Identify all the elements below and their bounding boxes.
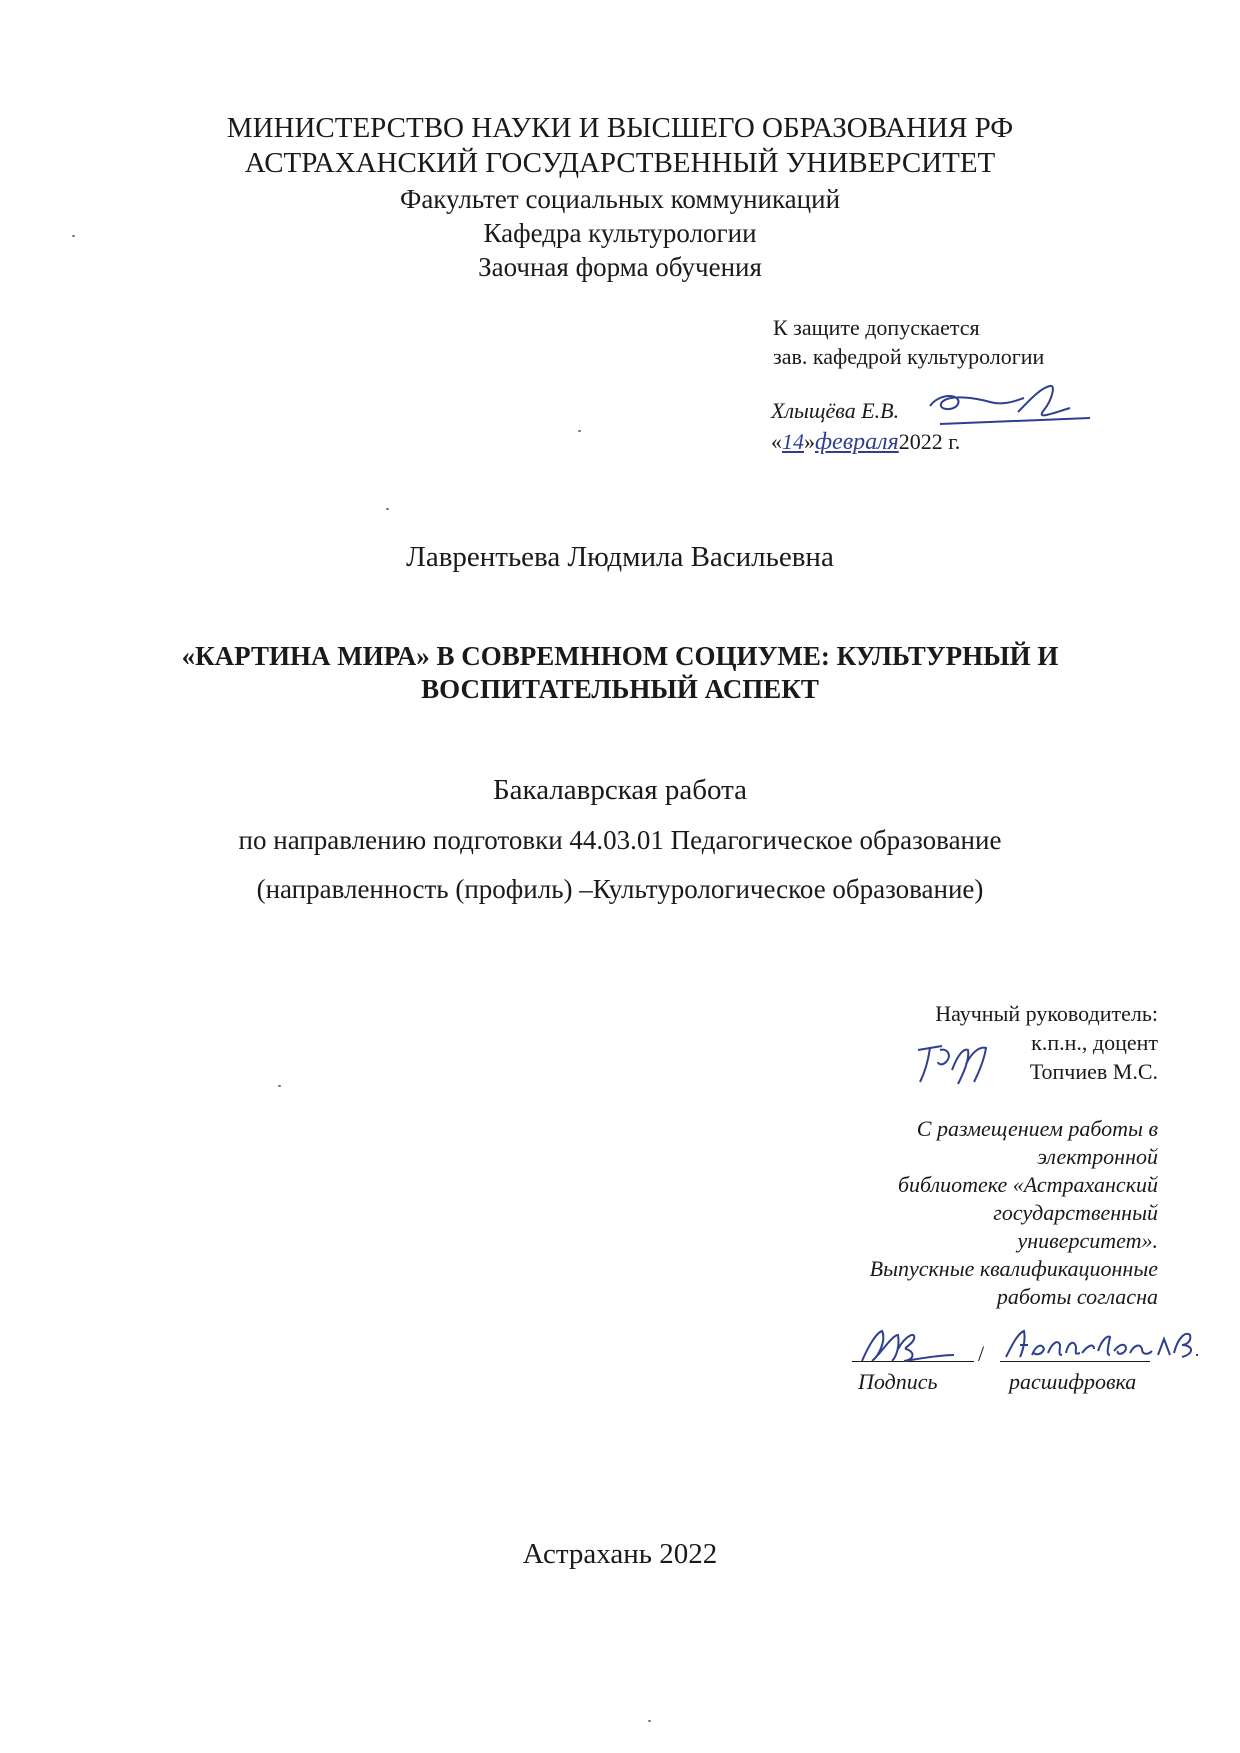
scan-speck	[578, 430, 581, 432]
date-quote-open: «	[771, 429, 782, 454]
consent-line-3: библиотеке «Астраханский	[897, 1172, 1158, 1197]
supervisor-signature	[912, 1040, 992, 1088]
consent-text	[738, 1115, 1158, 1311]
ministry-line: МИНИСТЕРСТВО НАУКИ И ВЫСШЕГО ОБРАЗОВАНИЯ РФ	[226, 112, 1014, 144]
thesis-title-line-1: «КАРТИНА МИРА» В СОВРЕМННОМ СОЦИУМЕ: КУЛЬТУРНЫЙ И	[181, 641, 1059, 671]
date-month: февраля	[815, 429, 899, 455]
study-form-line: Заочная форма обучения	[478, 252, 762, 282]
work-type: Бакалаврская работа	[493, 774, 747, 806]
department-line: Кафедра культурологии	[483, 218, 757, 248]
consent-line-5: университет».	[1017, 1228, 1158, 1253]
department-head-name: Хлыщёва Е.В.	[771, 398, 900, 423]
work-direction: по направлению подготовки 44.03.01 Педагогическое образование	[238, 825, 1002, 855]
decoding-label: расшифровка	[1009, 1369, 1137, 1394]
supervisor-label: Научный руководитель:	[935, 1001, 1158, 1026]
approval-line-2: зав. кафедрой культурологии	[773, 344, 1045, 369]
faculty-line: Факультет социальных коммуникаций	[399, 184, 841, 214]
consent-line-4: государственный	[993, 1200, 1158, 1225]
date-quote-close: »	[804, 429, 815, 454]
date-year: 2022 г.	[898, 429, 961, 454]
scan-speck	[72, 235, 75, 237]
consent-line-7: работы согласна	[996, 1284, 1158, 1309]
signature-label: Подпись	[858, 1369, 938, 1394]
scan-speck	[648, 1720, 651, 1722]
scan-speck	[386, 508, 389, 510]
consent-line-6: Выпускные квалификационные	[869, 1256, 1158, 1281]
student-name-handwriting	[1002, 1325, 1222, 1365]
signature-separator: /	[978, 1341, 985, 1366]
approval-date	[771, 428, 960, 456]
author-name: Лаврентьева Людмила Васильевна	[406, 541, 834, 573]
student-signature	[858, 1325, 958, 1367]
work-profile: (направленность (профиль) –Культурологическое образование)	[256, 874, 984, 904]
consent-line-2: электронной	[1037, 1144, 1158, 1169]
city-year: Астрахань 2022	[522, 1538, 718, 1570]
supervisor-degree: к.п.н., доцент	[1031, 1030, 1158, 1055]
thesis-title-line-2: ВОСПИТАТЕЛЬНЫЙ АСПЕКТ	[421, 674, 819, 704]
date-day: 14	[782, 429, 804, 454]
consent-line-1: С размещением работы в	[916, 1116, 1158, 1141]
supervisor-name: Топчиев М.С.	[1029, 1059, 1158, 1084]
scan-speck	[278, 1085, 281, 1087]
department-head-signature	[900, 382, 1100, 432]
approval-line-1: К защите допускается	[773, 315, 980, 340]
university-line: АСТРАХАНСКИЙ ГОСУДАРСТВЕННЫЙ УНИВЕРСИТЕТ	[244, 147, 996, 179]
